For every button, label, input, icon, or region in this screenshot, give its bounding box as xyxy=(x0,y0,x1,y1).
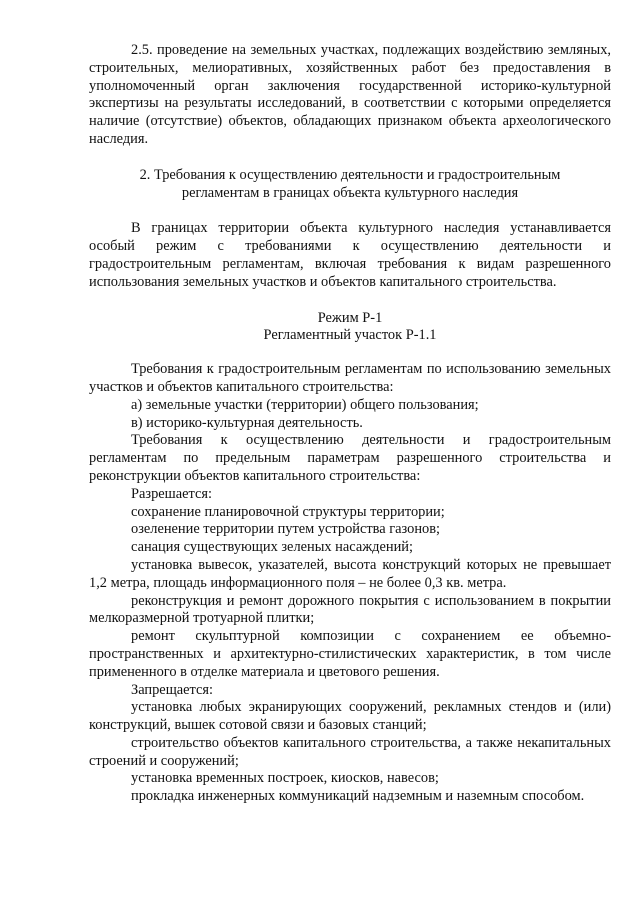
intro-paragraph: В границах территории объекта культурного наследия устанавливается особый режим с требованиями к осуществлению деятельности и градостроительным регламентам, включая требования к видам разрешенного использования земельных участков и объектов капитального строительства. xyxy=(89,220,611,290)
document-body xyxy=(89,42,611,806)
forbidden-item: установка любых экранирующих сооружений, рекламных стендов и (или) конструкций, вышек сотовой связи и базовых станций; xyxy=(89,699,611,734)
section-title-line-2: регламентам в границах объекта культурного наследия xyxy=(181,184,519,201)
allowed-item: ремонт скульптурной композиции с сохранением ее объемно-пространственных и архитектурно-стилистических характеристик, в том числе примененного в отделке материала и цветового решения. xyxy=(89,628,611,680)
item-2-5-paragraph: 2.5. проведение на земельных участках, подлежащих воздействию земляных, строительных, мелиоративных, хозяйственных работ без предоставления в уполномоченный орган заключения государственной историко-культурной экспертизы на результаты исследований, в соответствии с которыми определяется наличие (отсутствие) объектов, обладающих признаком объекта археологического наследия. xyxy=(89,42,611,147)
forbidden-item: установка временных построек, киосков, навесов; xyxy=(131,770,439,787)
forbidden-item: строительство объектов капитального строительства, а также некапитальных строений и сооружений; xyxy=(89,734,611,769)
section-title-line-1: 2. Требования к осуществлению деятельности и градостроительным xyxy=(139,166,561,183)
usage-item-b: в) историко-культурная деятельность. xyxy=(131,414,363,431)
allowed-heading: Разрешается: xyxy=(131,485,212,502)
forbidden-heading: Запрещается: xyxy=(131,681,214,698)
allowed-item: реконструкция и ремонт дорожного покрытия с использованием в покрытии мелкоразмерной тротуарной плитки; xyxy=(89,592,611,627)
allowed-item: озеленение территории путем устройства газонов; xyxy=(131,521,441,538)
forbidden-item: прокладка инженерных коммуникаций надземным и наземным способом. xyxy=(131,788,585,805)
allowed-item: санация существующих зеленых насаждений; xyxy=(131,539,413,556)
allowed-item: установка вывесок, указателей, высота конструкций которых не превышает 1,2 метра, площадь информационного поля – не более 0,3 кв. метра. xyxy=(89,556,611,591)
subarea-heading: Регламентный участок Р-1.1 xyxy=(263,327,437,344)
parameters-requirements-paragraph: Требования к осуществлению деятельности и градостроительным регламентам по предельным параметрам разрешенного строительства и реконструкции объектов капитального строительства: xyxy=(89,432,611,484)
allowed-item: сохранение планировочной структуры территории; xyxy=(131,503,445,520)
regime-heading: Режим Р-1 xyxy=(317,309,383,326)
usage-requirements-paragraph: Требования к градостроительным регламентам по использованию земельных участков и объектов капитального строительства: xyxy=(89,361,611,395)
usage-item-a: а) земельные участки (территории) общего пользования; xyxy=(131,396,479,413)
